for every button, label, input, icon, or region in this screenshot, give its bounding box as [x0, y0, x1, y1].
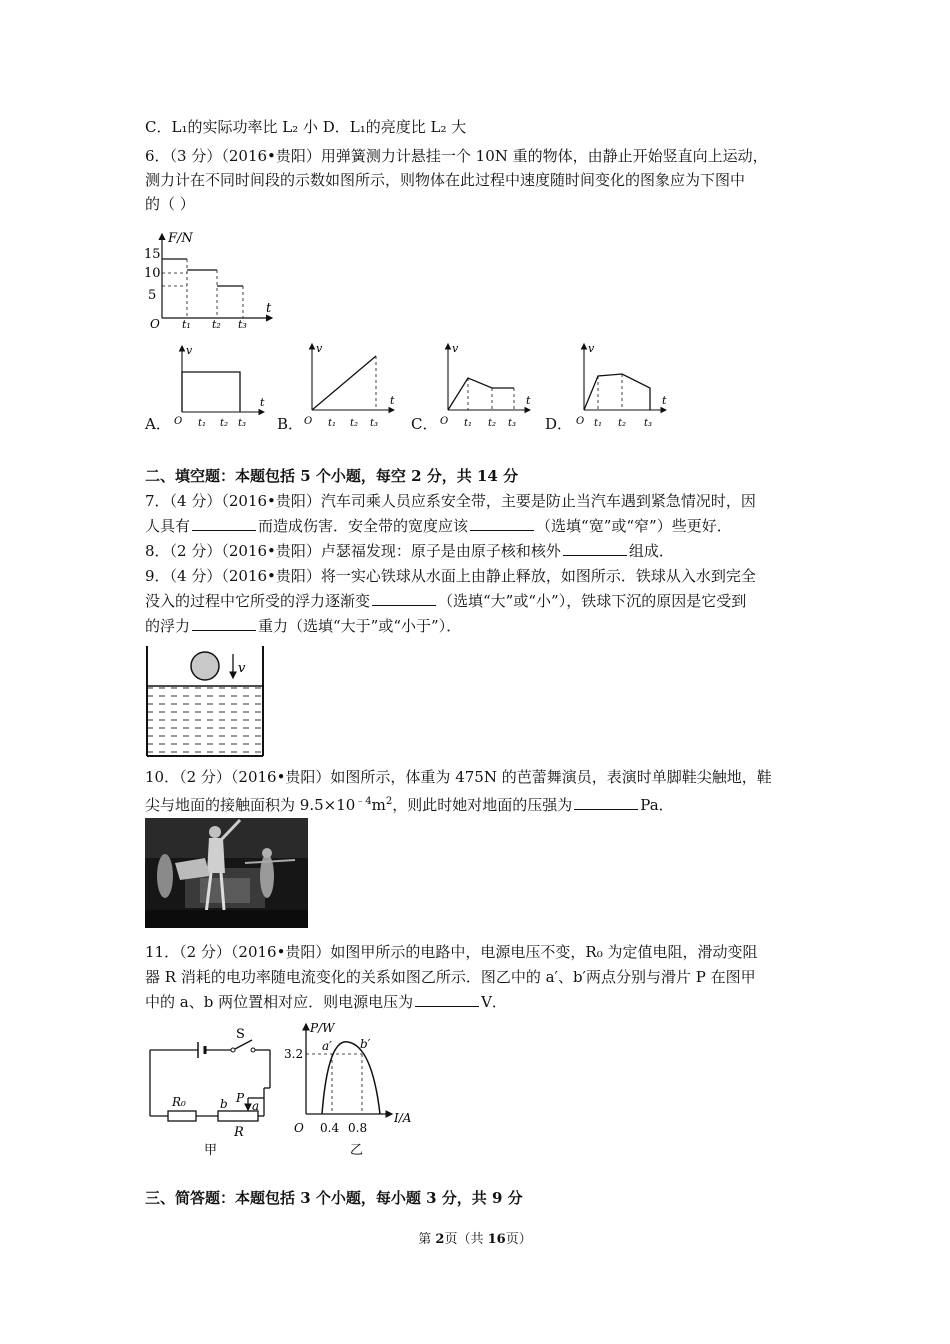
- option-a-v-label: v: [186, 344, 193, 357]
- q10-blank[interactable]: [574, 795, 638, 810]
- q11-line3: [145, 992, 507, 1012]
- y-tick-10: 10: [144, 266, 161, 281]
- q10-line2-part-a: 尖与地面的接触面积为 9.5×10: [145, 796, 356, 814]
- ballet-photo-drawing: [145, 818, 308, 928]
- option-c-t1: t₁: [464, 418, 473, 429]
- option-c-graph: [434, 340, 536, 432]
- q9-line1: 9．（4 分）（2016•贵阳）将一实心铁球从水面上由静止释放，如图所示．铁球从入水到完全: [145, 567, 756, 585]
- option-b-v-label: v: [316, 342, 323, 355]
- option-d-t-label: t: [662, 394, 667, 407]
- current-axis-label: I/A: [394, 1111, 412, 1125]
- q7-line2-part-c: （选填“宽”或“窄”）些更好．: [536, 517, 732, 535]
- option-a-label: A．: [145, 415, 171, 433]
- footer-middle: 页（共: [444, 1232, 488, 1247]
- q9-line2: [145, 591, 746, 611]
- section2-title: 二、填空题：本题包括 5 个小题，每空 2 分，共 14 分: [145, 467, 519, 485]
- graph-y-tick-3-2: 3.2: [284, 1047, 304, 1061]
- footer-total-pages: 16: [487, 1232, 506, 1247]
- q7-line2-part-b: 而造成伤害．安全带的宽度应该: [258, 517, 469, 535]
- q9-line2-part-a: 没入的过程中它所受的浮力逐渐变: [145, 592, 371, 610]
- q11-line2: 器 R 消耗的电功率随电流变化的关系如图乙所示．图乙中的 a′、b′两点分别与滑片 P 在图甲: [145, 968, 756, 986]
- option-a-t1: t₁: [198, 418, 207, 429]
- slider-p-label: P: [236, 1091, 245, 1105]
- r0-label: R₀: [172, 1095, 186, 1109]
- x-tick-t2: t₂: [212, 318, 221, 328]
- option-d-t2: t₂: [618, 418, 627, 429]
- switch-label: S: [236, 1028, 245, 1042]
- graph-b-prime-label: b′: [360, 1037, 371, 1051]
- footer-prefix: 第: [418, 1232, 436, 1247]
- a-label: a: [252, 1099, 260, 1113]
- q8-line: [145, 541, 674, 561]
- q10-line2-part-d: Pa．: [640, 796, 674, 814]
- option-d-t3: t₃: [644, 418, 653, 429]
- option-d-origin: O: [576, 416, 585, 427]
- q10-line1: 10．（2 分）（2016•贵阳）如图所示，体重为 475N 的芭蕾舞演员，表演时单脚鞋尖触地，鞋: [145, 768, 772, 786]
- page-footer: [0, 1228, 950, 1247]
- power-current-graph: [284, 1018, 444, 1160]
- x-tick-t3: t₃: [238, 318, 247, 328]
- option-d-v-label: v: [588, 342, 595, 355]
- ballet-dancer-photo: [145, 818, 308, 928]
- iron-ball: [191, 652, 219, 680]
- q10-line2-part-c: ，则此时她对地面的压强为: [392, 796, 573, 814]
- q7-blank-1[interactable]: [192, 516, 256, 531]
- q6-line2: 测力计在不同时间段的示数如图所示，则物体在此过程中速度随时间变化的图象应为下图中: [145, 171, 746, 189]
- q9-line3: [145, 616, 461, 636]
- q8-part-b: 组成．: [628, 542, 674, 560]
- q11-line1: 11．（2 分）（2016•贵阳）如图甲所示的电路中，电源电压不变，R₀ 为定值电阻，滑动变阻: [145, 943, 758, 961]
- option-d-graph: [570, 340, 672, 432]
- option-a-t2: t₂: [220, 418, 229, 429]
- option-c-t2: t₂: [488, 418, 497, 429]
- graph-caption: 乙: [350, 1143, 364, 1158]
- q5-options: C．L₁的实际功率比 L₂ 小 D．L₁的亮度比 L₂ 大: [145, 118, 467, 136]
- force-axis-label: F/N: [168, 231, 193, 246]
- x-tick-t1: t₁: [182, 318, 191, 328]
- q10-square: 2: [385, 796, 393, 807]
- q6-line1: 6．（3 分）（2016•贵阳）用弹簧测力计悬挂一个 10N 重的物体，由静止开始竖直向上运动，: [145, 147, 768, 165]
- circuit-diagram: [140, 1028, 285, 1160]
- option-b-t2: t₂: [350, 418, 359, 429]
- option-c-t-label: t: [526, 394, 531, 407]
- q9-blank-1[interactable]: [372, 591, 436, 606]
- y-tick-5: 5: [148, 288, 157, 303]
- q9-line3-part-b: 重力（选填“大于”或“小于”）．: [258, 617, 462, 635]
- q9-line3-part-a: 的浮力: [145, 617, 191, 635]
- time-axis-label: t: [266, 301, 272, 316]
- option-c-v-label: v: [452, 342, 459, 355]
- q9-line2-part-b: （选填“大”或“小”），铁球下沉的原因是它受到: [438, 592, 747, 610]
- force-time-graph: [140, 228, 280, 328]
- option-b-t3: t₃: [370, 418, 379, 429]
- q11-blank[interactable]: [415, 992, 479, 1007]
- option-c-t3: t₃: [508, 418, 517, 429]
- velocity-label: v: [238, 661, 246, 676]
- q8-blank[interactable]: [563, 541, 627, 556]
- q10-line2-unit: m: [371, 796, 386, 814]
- graph-x-tick-0-8: 0.8: [348, 1121, 368, 1135]
- option-a-t-label: t: [260, 396, 265, 409]
- footer-page-number: 2: [435, 1232, 445, 1247]
- graph-a-prime-label: a′: [322, 1039, 332, 1053]
- option-c-origin: O: [440, 416, 449, 427]
- water-tank-figure: [145, 644, 265, 758]
- q10-line2: [145, 792, 674, 815]
- option-a-origin: O: [174, 416, 183, 427]
- option-d-t1: t₁: [594, 418, 603, 429]
- q7-blank-2[interactable]: [470, 516, 534, 531]
- power-axis-label: P/W: [310, 1021, 335, 1035]
- b-label: b: [220, 1097, 228, 1111]
- q11-line3-part-b: V．: [481, 993, 507, 1011]
- option-b-t1: t₁: [328, 418, 337, 429]
- q7-line1: 7．（4 分）（2016•贵阳）汽车司乘人员应系安全带，主要是防止当汽车遇到紧急情况时，因: [145, 492, 756, 510]
- option-b-origin: O: [304, 416, 313, 427]
- option-b-graph: [298, 340, 400, 432]
- option-b-t-label: t: [390, 394, 395, 407]
- r-label: R: [234, 1125, 244, 1140]
- q7-line2-part-a: 人具有: [145, 517, 191, 535]
- option-a-graph: [168, 342, 270, 432]
- q11-line3-part-a: 中的 a、b 两位置相对应．则电源电压为: [145, 993, 414, 1011]
- option-d-label: D．: [545, 415, 573, 433]
- graph-origin: O: [294, 1121, 304, 1135]
- option-b-label: B．: [277, 415, 304, 433]
- q8-part-a: 8．（2 分）（2016•贵阳）卢瑟福发现：原子是由原子核和核外: [145, 542, 561, 560]
- circuit-caption: 甲: [204, 1143, 218, 1158]
- option-c-label: C．: [411, 415, 438, 433]
- graph-x-tick-0-4: 0.4: [320, 1121, 340, 1135]
- footer-suffix: 页）: [505, 1232, 532, 1247]
- option-a-t3: t₃: [238, 418, 247, 429]
- q10-exponent: ﹣4: [355, 796, 372, 807]
- q7-line2: [145, 516, 732, 536]
- y-tick-15: 15: [144, 247, 161, 262]
- q9-blank-2[interactable]: [192, 616, 256, 631]
- q6-line3: 的（ ）: [145, 195, 195, 213]
- section3-title: 三、简答题：本题包括 3 个小题，每小题 3 分，共 9 分: [145, 1189, 523, 1207]
- origin-label: O: [150, 317, 160, 328]
